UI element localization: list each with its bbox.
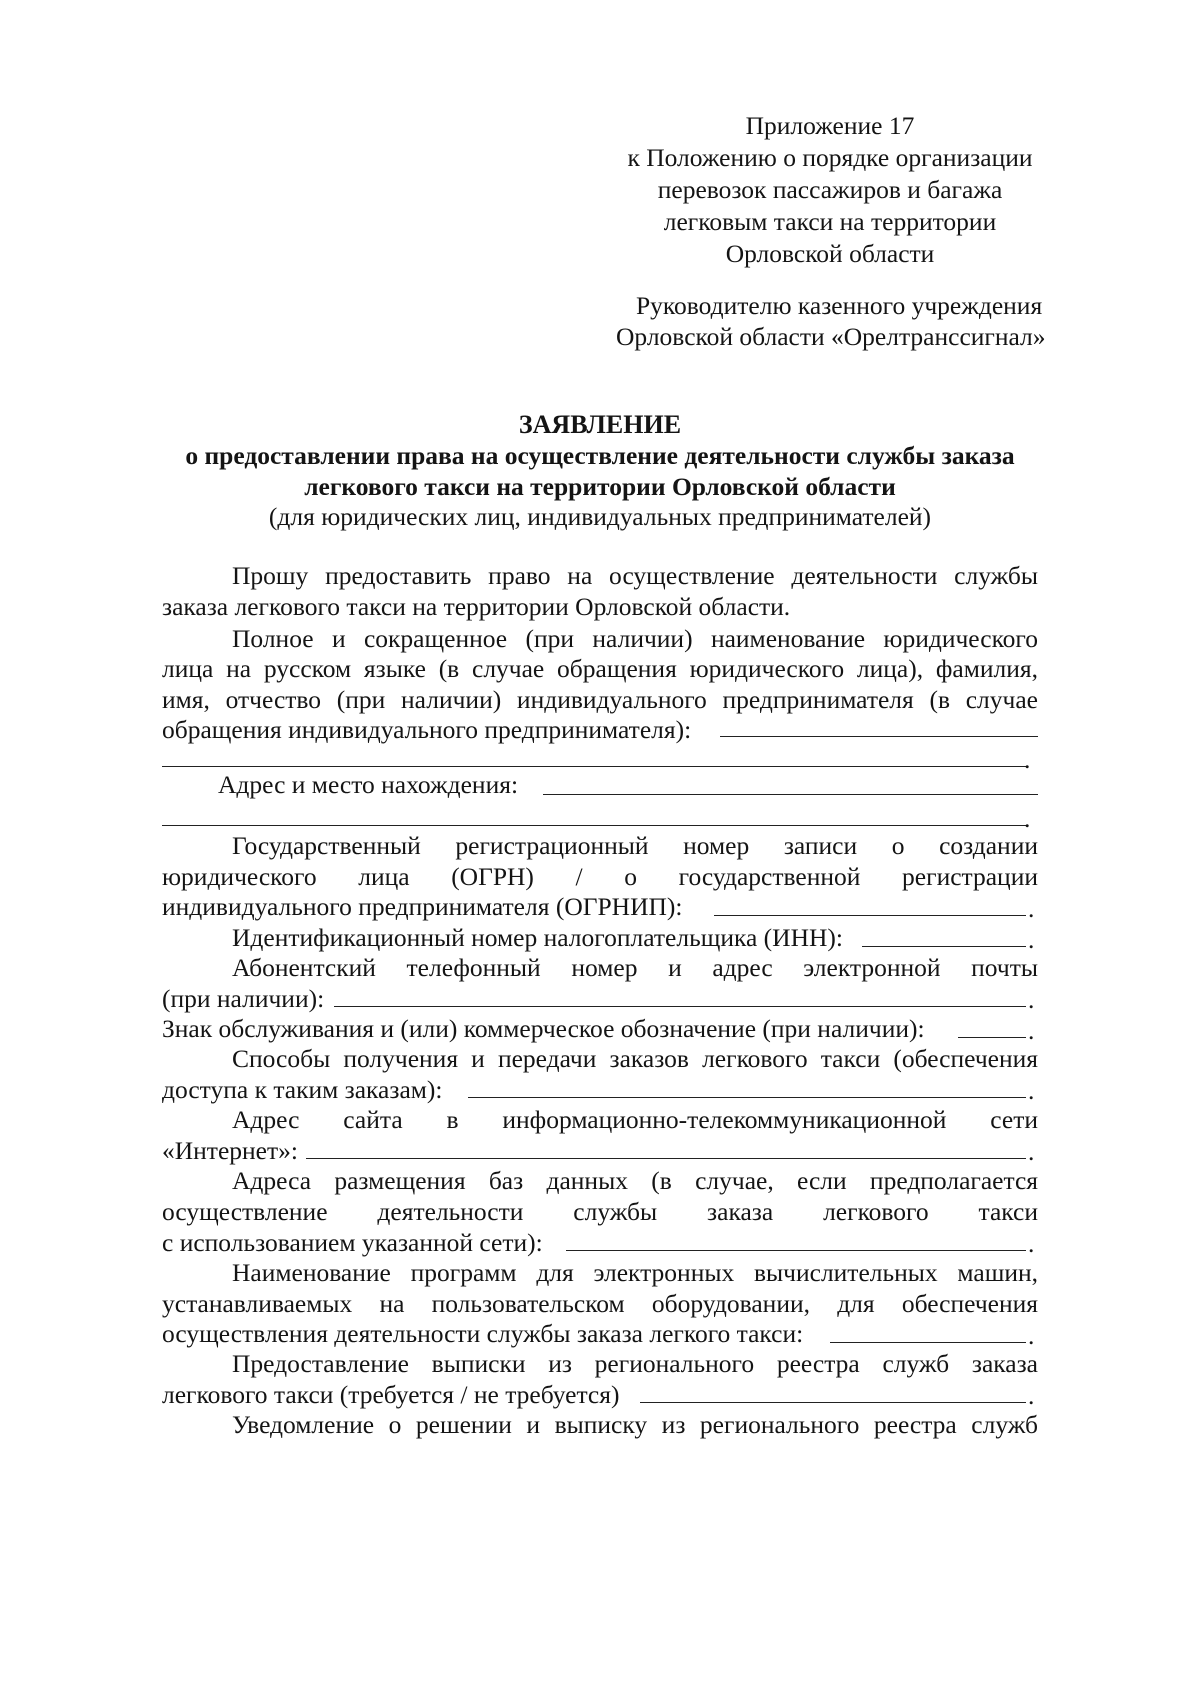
body-text: юридического лица (ОГРН) / о государственной регистрации [162, 862, 1038, 891]
body-text: Абонентский телефонный номер и адрес электронной почты [232, 953, 1038, 982]
body-text: имя, отчество (при наличии) индивидуального предпринимателя (в случае [162, 685, 1038, 714]
period: . [1028, 1016, 1035, 1045]
phone-email-field[interactable] [334, 1006, 1026, 1007]
body-text: Предоставление выписки из регионального реестра служб заказа [232, 1349, 1038, 1378]
body-text: индивидуального предпринимателя (ОГРНИП): [162, 892, 683, 921]
body-text: Уведомление о решении и выписку из регионального реестра служб [232, 1410, 1038, 1439]
body-text: Наименование программ для электронных вычислительных машин, [232, 1258, 1038, 1287]
period: . [1024, 745, 1031, 774]
extract-required-field[interactable] [640, 1402, 1026, 1403]
period: . [1028, 1381, 1035, 1410]
name-field[interactable] [720, 736, 1038, 737]
inn-field[interactable] [862, 946, 1026, 947]
body-text: Способы получения и передачи заказов легкового такси (обеспечения [232, 1044, 1038, 1073]
body-text: Идентификационный номер налогоплательщика (ИНН): [232, 923, 843, 952]
addressee-line: Орловской области «Орелтранссигнал» [616, 322, 1046, 351]
software-field[interactable] [830, 1342, 1026, 1343]
period: . [1024, 804, 1031, 833]
body-text: с использованием указанной сети): [162, 1228, 543, 1257]
document-subtitle: о предоставлении права на осуществление деятельности службы заказа [185, 441, 1015, 470]
appendix-line: к Положению о порядке организации [627, 143, 1033, 172]
body-text: обращения индивидуального предпринимателя): [162, 715, 692, 744]
document-title: ЗАЯВЛЕНИЕ [518, 410, 682, 439]
document-note: (для юридических лиц, индивидуальных предпринимателей) [268, 502, 932, 531]
body-text: Адреса размещения баз данных (в случае, если предполагается [232, 1166, 1038, 1195]
name-field-continuation[interactable] [162, 766, 1026, 767]
body-text: заказа легкового такси на территории Орловской области. [162, 592, 791, 621]
appendix-number: Приложение 17 [745, 111, 915, 140]
body-text: Полное и сокращенное (при наличии) наименование юридического [232, 624, 1038, 653]
period: . [1028, 1321, 1035, 1350]
period: . [1028, 1137, 1035, 1166]
body-text: устанавливаемых на пользовательском оборудовании, для обеспечения [162, 1289, 1038, 1318]
body-text: Знак обслуживания и (или) коммерческое обозначение (при наличии): [162, 1014, 925, 1043]
period: . [1028, 985, 1035, 1014]
appendix-line: перевозок пассажиров и багажа [657, 175, 1003, 204]
period: . [1028, 894, 1035, 923]
body-text: «Интернет»: [162, 1136, 298, 1165]
document-subtitle: легкового такси на территории Орловской области [304, 472, 896, 501]
body-text: легкового такси (требуется / не требуется) [162, 1380, 620, 1409]
period: . [1028, 925, 1035, 954]
appendix-line: Орловской области [725, 239, 935, 268]
service-mark-field[interactable] [958, 1037, 1026, 1038]
ogrn-field[interactable] [714, 915, 1026, 916]
database-address-field[interactable] [566, 1250, 1026, 1251]
body-text: доступа к таким заказам): [162, 1075, 443, 1104]
body-text: Прошу предоставить право на осуществление деятельности службы [232, 561, 1038, 590]
body-text: осуществления деятельности службы заказа легкого такси: [162, 1319, 804, 1348]
body-text: Государственный регистрационный номер записи о создании [232, 831, 1038, 860]
address-field-continuation[interactable] [162, 825, 1026, 826]
period: . [1028, 1229, 1035, 1258]
body-text: Адрес сайта в информационно-телекоммуникационной сети [232, 1105, 1038, 1134]
addressee-line: Руководителю казенного учреждения [636, 291, 1043, 320]
order-methods-field[interactable] [468, 1097, 1026, 1098]
body-text: осуществление деятельности службы заказа легкового такси [162, 1197, 1038, 1226]
body-text: лица на русском языке (в случае обращения юридического лица), фамилия, [162, 654, 1038, 683]
address-field[interactable] [543, 794, 1038, 795]
appendix-line: легковым такси на территории [663, 207, 997, 236]
body-text: (при наличии): [162, 984, 325, 1013]
website-field[interactable] [306, 1158, 1026, 1159]
period: . [1028, 1076, 1035, 1105]
address-label: Адрес и место нахождения: [218, 770, 519, 799]
